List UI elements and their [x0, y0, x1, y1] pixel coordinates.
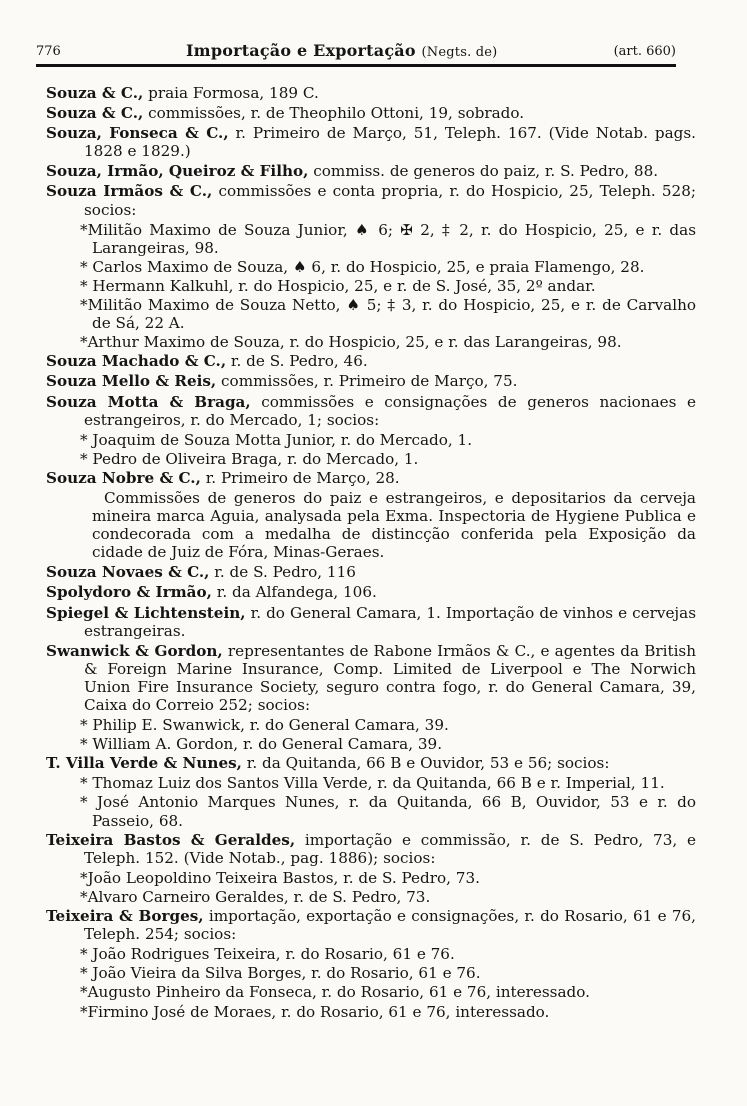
entry-details: r. do General Camara, 1. Importação de vinhos e cervejas estrangeiras. — [84, 603, 696, 640]
entry-firm-name: Spolydoro & Irmão, — [46, 583, 212, 602]
directory-entry — [46, 393, 696, 429]
partner-entry: *Militão Maximo de Souza Netto, ♠ 5; ‡ 3, r. do Hospicio, 25, e r. de Carvalho de Sá, 22 A. — [80, 296, 696, 333]
entry-firm-name: Souza & C., — [46, 104, 144, 123]
partner-entry: * Hermann Kalkuhl, r. do Hospicio, 25, e r. de S. José, 35, 2º andar. — [80, 276, 596, 295]
directory-entry — [46, 84, 696, 102]
header-rule — [36, 64, 676, 67]
entry-firm-name: T. Villa Verde & Nunes, — [46, 754, 242, 773]
partner-entry: * William A. Gordon, r. do General Camara, 39. — [80, 735, 443, 754]
article-reference: (art. 660) — [613, 44, 676, 59]
page-number: 776 — [36, 44, 61, 59]
entry-firm-name: Souza, Fonseca & C., — [46, 124, 229, 143]
partner-entry: * Joaquim de Souza Motta Junior, r. do Mercado, 1. — [80, 430, 473, 449]
directory-entry — [46, 583, 696, 601]
partner-entry: * Philip E. Swanwick, r. do General Camara, 39. — [80, 716, 449, 735]
entry-list — [46, 84, 696, 1022]
entry-details: commissões, r. de Theophilo Ottoni, 19, sobrado. — [143, 104, 525, 123]
partner-entry: *Arthur Maximo de Souza, r. do Hospicio, 25, e r. das Larangeiras, 98. — [80, 333, 622, 352]
entry-details: representantes de Rabone Irmãos & C., e agentes da British & Foreign Marine Insurance, Comp. Limited de Liverpool e The Norwich Union Fire Insurance Society, seguro contra fogo, r. do General Camara, 39, Caixa do Correio 252; socios: — [84, 641, 697, 714]
partner-entry: *Firmino José de Moraes, r. do Rosario, 61 e 76, interessado. — [80, 1002, 550, 1021]
entry-details: importação, exportação e consignações, r. do Rosario, 61 e 76, Teleph. 254; socios: — [84, 907, 696, 944]
partner-entry: *João Leopoldino Teixeira Bastos, r. de S. Pedro, 73. — [80, 868, 480, 887]
entry-details: commissões e conta propria, r. do Hospicio, 25, Teleph. 528; socios: — [84, 182, 696, 219]
entry-firm-name: Souza Nobre & C., — [46, 468, 201, 487]
partner-entry: * Pedro de Oliveira Braga, r. do Mercado, 1. — [80, 449, 419, 468]
entry-firm-name: Souza Novaes & C., — [46, 563, 210, 582]
partner-entry: *Militão Maximo de Souza Junior, ♠ 6; ✠ 2, ‡ 2, r. do Hospicio, 25, e r. das Larangeiras, 98. — [80, 220, 696, 257]
partner-entry: * João Vieira da Silva Borges, r. do Rosario, 61 e 76. — [80, 964, 481, 983]
page-title-sub: (Negts. de) — [421, 45, 498, 60]
directory-entry — [46, 162, 696, 180]
entry-details: r. da Quitanda, 66 B e Ouvidor, 53 e 56; socios: — [241, 754, 610, 773]
entry-firm-name: Souza Irmãos & C., — [46, 182, 213, 201]
partner-entry: * João Rodrigues Teixeira, r. do Rosario, 61 e 76. — [80, 945, 455, 964]
entry-details: r. Primeiro de Março, 28. — [200, 468, 400, 487]
directory-entry — [46, 182, 696, 218]
entry-firm-name: Souza & C., — [46, 84, 144, 102]
entry-firm-name: Swanwick & Gordon, — [46, 641, 223, 660]
entry-details: r. de S. Pedro, 46. — [226, 352, 368, 371]
entry-firm-name: Souza, Irmão, Queiroz & Filho, — [46, 162, 309, 181]
partner-entry: *Alvaro Carneiro Geraldes, r. de S. Pedro, 73. — [80, 887, 431, 906]
entry-details: r. da Alfandega, 106. — [211, 583, 377, 602]
entry-firm-name: Souza Machado & C., — [46, 352, 227, 371]
entry-details: r. Primeiro de Março, 51, Teleph. 167. (Vide Notab. pags. 1828 e 1829.) — [84, 124, 696, 161]
page-title — [186, 41, 497, 60]
directory-entry — [46, 642, 696, 714]
directory-entry — [46, 754, 696, 772]
directory-entry — [46, 352, 696, 370]
entry-details: importação e commissão, r. de S. Pedro, 73, e Teleph. 152. (Vide Notab., pag. 1886); socios: — [84, 830, 696, 867]
entry-details: commiss. de generos do paiz, r. S. Pedro, 88. — [308, 162, 659, 181]
entry-details: r. de S. Pedro, 116 — [209, 563, 356, 582]
entry-firm-name: Souza Mello & Reis, — [46, 372, 217, 391]
partner-entry: *Augusto Pinheiro da Fonseca, r. do Rosario, 61 e 76, interessado. — [80, 983, 590, 1002]
entry-firm-name: Teixeira Bastos & Geraldes, — [46, 830, 296, 849]
directory-entry — [46, 831, 696, 867]
directory-entry — [46, 563, 696, 581]
directory-entry — [46, 907, 696, 943]
entry-details: commissões e consignações de generos nacionaes e estrangeiros, r. do Mercado, 1; socios: — [84, 392, 697, 429]
directory-entry — [46, 104, 696, 122]
directory-entry — [46, 124, 696, 160]
directory-entry — [46, 372, 696, 390]
directory-entry — [46, 469, 696, 487]
entry-details: commissões, r. Primeiro de Março, 75. — [216, 372, 518, 391]
entry-note: Commissões de generos do paiz e estrangeiros, e depositarios da cerveja mineira marca Aguia, analysada pela Exma. Inspectoria de Hygiene Publica e condecorada com a medalha de distincção conferida pela Exposição da cidade de Juiz de Fóra, Minas-Geraes. — [92, 488, 696, 562]
entry-details: praia Formosa, 189 C. — [143, 84, 319, 102]
entry-firm-name: Souza Motta & Braga, — [46, 392, 251, 411]
page-header — [36, 40, 676, 64]
entry-firm-name: Teixeira & Borges, — [46, 907, 204, 926]
entry-firm-name: Spiegel & Lichtenstein, — [46, 603, 246, 622]
page-title-main: Importação e Exportação — [186, 41, 416, 60]
partner-entry: * José Antonio Marques Nunes, r. da Quitanda, 66 B, Ouvidor, 53 e r. do Passeio, 68. — [80, 793, 696, 830]
partner-entry: * Carlos Maximo de Souza, ♠ 6, r. do Hospicio, 25, e praia Flamengo, 28. — [80, 257, 645, 276]
partner-entry: * Thomaz Luiz dos Santos Villa Verde, r. da Quitanda, 66 B e r. Imperial, 11. — [80, 774, 665, 793]
directory-entry — [46, 604, 696, 640]
